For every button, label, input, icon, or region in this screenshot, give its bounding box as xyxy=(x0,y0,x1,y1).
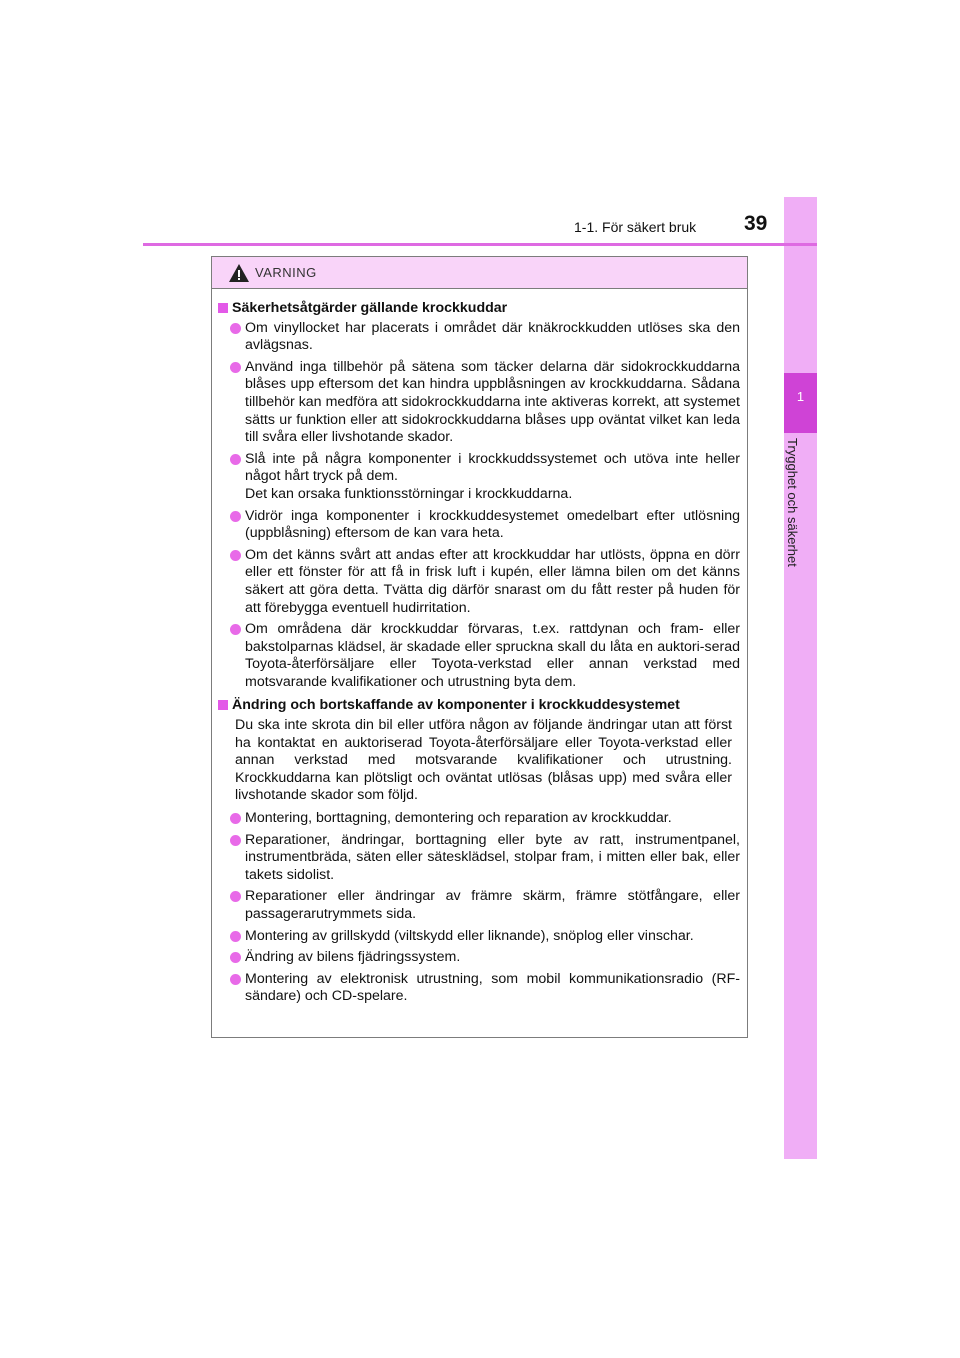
warning-content xyxy=(212,289,747,1006)
list-item-text: Om områdena där krockkuddar förvaras, t.ex. rattdynan och fram- eller bakstolparnas klädsel, är skadade eller spruckna skall du låta en auktori-serad Toyota-återförsäljare eller Toyota-verkstad eller annan verkstad med motsvarande kvalifikationer och utrustning byta dem. xyxy=(245,621,740,690)
square-bullet-icon xyxy=(218,700,228,710)
list-item-text: Reparationer, ändringar, borttagning eller byte av ratt, instrumentpanel, instrumentbräda, säten eller sätesklädsel, stolpar fram, i mitten eller bak, eller takets sidolist. xyxy=(245,831,740,883)
list-item xyxy=(228,547,740,617)
warning-header xyxy=(212,257,747,289)
list-item-text: Montering av elektronisk utrustning, som mobil kommunikationsradio (RF-sändare) och CD-spelare. xyxy=(245,970,740,1005)
section-heading xyxy=(218,697,740,715)
chapter-number: 1 xyxy=(796,389,805,404)
list-item xyxy=(228,888,740,923)
list-item-text-line: Slå inte på några komponenter i krockkuddssystemet och utöva inte heller något hårt tryck på dem. xyxy=(245,450,740,485)
list-item xyxy=(228,832,740,885)
dot-bullet-icon xyxy=(230,624,241,635)
dot-bullet-icon xyxy=(230,835,241,846)
list-item-text: Reparationer eller ändringar av främre skärm, främre stötfångare, eller passagerarutrymmets sida. xyxy=(245,888,740,922)
section-heading xyxy=(218,300,740,318)
list-item xyxy=(228,971,740,1006)
list-item-text: Montering, borttagning, demontering och reparation av krockkuddar. xyxy=(245,810,672,827)
section-heading-text: Ändring och bortskaffande av komponenter i krockkuddesystemet xyxy=(232,697,680,714)
list-item-text: Om vinyllocket har placerats i området där knäkrockkudden utlöses ska den avlägsnas. xyxy=(245,319,740,354)
list-item xyxy=(228,621,740,691)
list-item-text: Ändring av bilens fjädringssystem. xyxy=(245,949,461,966)
list-item xyxy=(228,508,740,543)
dot-bullet-icon xyxy=(230,974,241,985)
dot-bullet-icon xyxy=(230,952,241,963)
list-item-text: Använd inga tillbehör på sätena som täcker delarna där sidokrockkuddarna blåses upp eftersom det kan hindra uppblåsningen av krockkuddarna. Sådana tillbehör kan medföra att sidokrockkuddarna inte aktiveras korrekt, att systemet sätts ur funktion eller att sidokrockkuddarna blåses upp oväntat vilket kan leda till svåra eller livshotande skador. xyxy=(245,358,740,446)
header-rule xyxy=(143,243,817,246)
section-title: 1-1. För säkert bruk xyxy=(574,219,697,235)
section-intro: Du ska inte skrota din bil eller utföra någon av följande ändringar utan att först ha kontaktat en auktoriserad Toyota-återförsäljare eller Toyota-verkstad eller annan verkstad med motsvarande kvalifikationer och utrustning. Krockkuddarna kan plötsligt och oväntat utlösas (blåsas upp) med svåra eller livshotande skador som följd. xyxy=(235,717,732,804)
dot-bullet-icon xyxy=(230,550,241,561)
list-item-text: Montering av grillskydd (viltskydd eller liknande), snöplog eller vinschar. xyxy=(245,927,694,944)
dot-bullet-icon xyxy=(230,931,241,942)
list-item xyxy=(228,359,740,447)
list-item xyxy=(228,928,740,946)
chapter-title: Trygghet och säkerhet xyxy=(785,438,800,567)
list-item-text: Vidrör inga komponenter i krockkuddesystemet omedelbart efter utlösning (uppblåsning) eftersom de kan vara heta. xyxy=(245,507,740,542)
chapter-side-tab xyxy=(784,197,817,1159)
square-bullet-icon xyxy=(218,303,228,313)
list-item-text-line: Det kan orsaka funktionsstörningar i krockkuddarna. xyxy=(245,485,573,502)
list-item xyxy=(228,320,740,355)
page-number: 39 xyxy=(744,212,768,235)
dot-bullet-icon xyxy=(230,323,241,334)
dot-bullet-icon xyxy=(230,511,241,522)
dot-bullet-icon xyxy=(230,891,241,902)
warning-label: VARNING xyxy=(255,265,317,280)
section-heading-text: Säkerhetsåtgärder gällande krockkuddar xyxy=(232,300,508,316)
dot-bullet-icon xyxy=(230,454,241,465)
dot-bullet-icon xyxy=(230,813,241,824)
warning-box xyxy=(211,256,748,1038)
list-item xyxy=(228,810,740,828)
list-item-text xyxy=(245,451,740,504)
list-item-text: Om det känns svårt att andas efter att krockkuddar har utlösts, öppna en dörr eller ett fönster för att få in frisk luft i kupén, eller lämna bilen om det känns säkert att göra detta. Tvätta dig därför snarast om du fått rester på huden för att förebygga eventuell hudirritation. xyxy=(245,546,740,616)
dot-bullet-icon xyxy=(230,362,241,373)
list-item xyxy=(228,949,740,967)
warning-triangle-icon xyxy=(228,263,250,283)
list-item xyxy=(228,451,740,504)
